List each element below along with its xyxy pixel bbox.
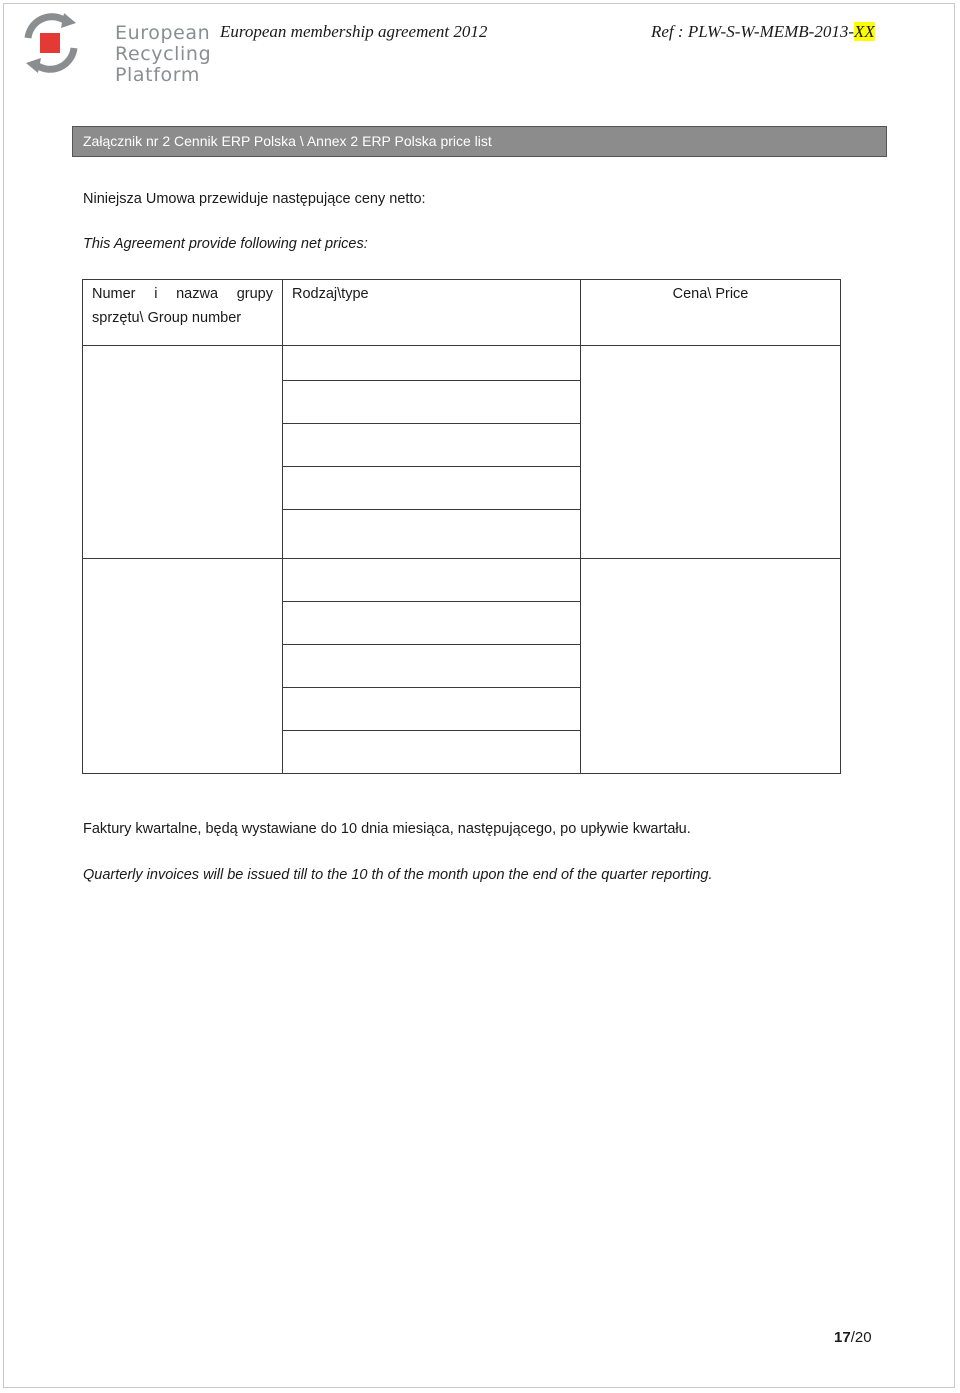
- table-row: [83, 346, 841, 381]
- type-cell[interactable]: [283, 424, 581, 467]
- header-price: Cena\ Price: [581, 280, 841, 346]
- type-cell[interactable]: [283, 510, 581, 559]
- logo-line: Platform: [115, 64, 200, 86]
- type-cell[interactable]: [283, 645, 581, 688]
- footer-note-english: Quarterly invoices will be issued till to the 10 th of the month upon the end of the quarter reporting.: [83, 867, 713, 883]
- price-table: [82, 279, 841, 774]
- type-cell[interactable]: [283, 731, 581, 774]
- intro-english: This Agreement provide following net prices:: [83, 236, 368, 252]
- type-cell[interactable]: [283, 559, 581, 602]
- document-title: European membership agreement 2012: [220, 22, 488, 41]
- price-cell-2[interactable]: [581, 559, 841, 774]
- page-number: [834, 1329, 872, 1346]
- type-cell[interactable]: [283, 602, 581, 645]
- table-header-row: [83, 280, 841, 346]
- price-cell-1[interactable]: [581, 346, 841, 559]
- type-cell[interactable]: [283, 381, 581, 424]
- type-cell[interactable]: [283, 688, 581, 731]
- logo-line: European: [115, 22, 211, 44]
- recycling-arrows-icon: [20, 12, 82, 74]
- logo-line: Recycling: [115, 43, 212, 65]
- erp-logo: [20, 12, 220, 86]
- document-reference: [651, 22, 875, 42]
- table-row: [83, 559, 841, 602]
- reference-placeholder: XX: [853, 22, 875, 41]
- group-cell-2[interactable]: [83, 559, 283, 774]
- header-group-number: Numer i nazwa grupy sprzętu\ Group number: [83, 280, 283, 346]
- logo-wordmark: [115, 23, 211, 86]
- group-cell-1[interactable]: [83, 346, 283, 559]
- footer-note-polish: Faktury kwartalne, będą wystawiane do 10 dnia miesiąca, następującego, po upływie kwartału.: [83, 821, 691, 837]
- current-page: 17: [834, 1329, 851, 1346]
- type-cell[interactable]: [283, 467, 581, 510]
- type-cell[interactable]: [283, 346, 581, 381]
- annex-title-bar: Załącznik nr 2 Cennik ERP Polska \ Annex 2 ERP Polska price list: [72, 126, 887, 157]
- total-pages: /20: [850, 1329, 872, 1346]
- intro-polish: Niniejsza Umowa przewiduje następujące ceny netto:: [83, 191, 426, 207]
- reference-code: Ref : PLW-S-W-MEMB-2013-: [651, 22, 854, 41]
- header-type: Rodzaj\type: [283, 280, 581, 346]
